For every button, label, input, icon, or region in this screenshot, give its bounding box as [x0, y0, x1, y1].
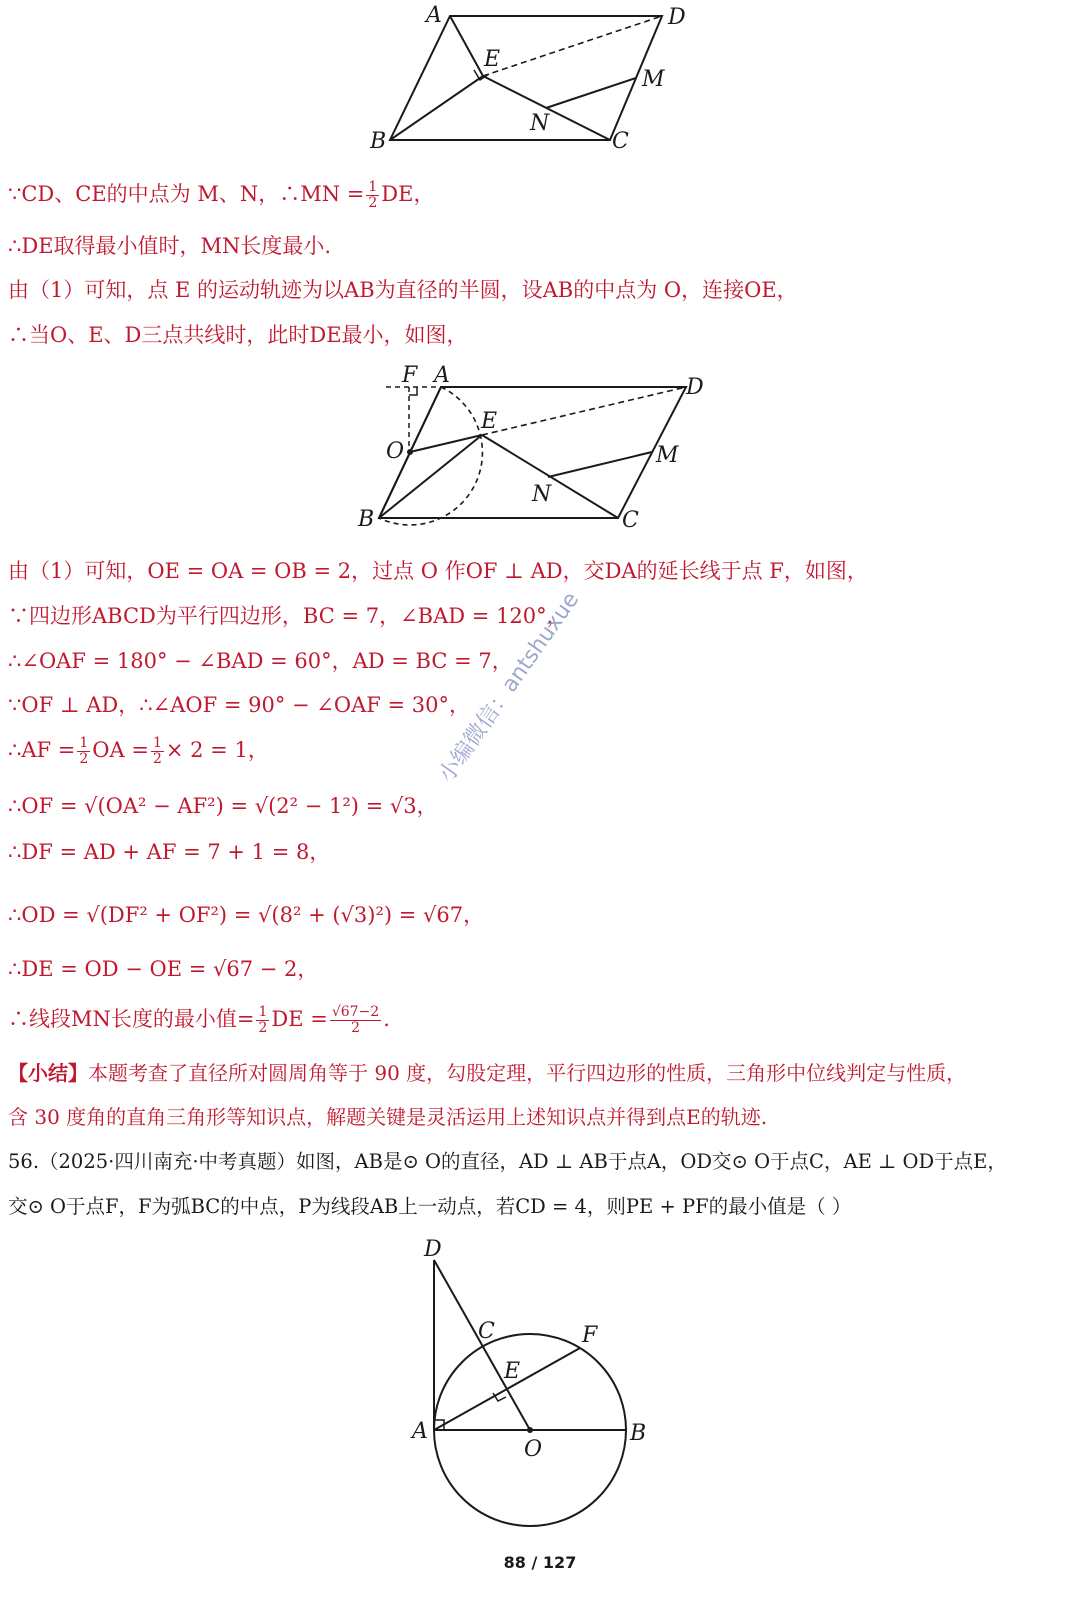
line-4: ∴当O、E、D三点共线时，此时DE最小，如图， — [8, 323, 468, 347]
frac-den: 2 — [79, 751, 89, 767]
line-13: ∴DE = OD − OE = √67 − 2， — [8, 957, 319, 981]
figure-parallelogram-1 — [370, 0, 690, 158]
label-N: N — [530, 111, 550, 136]
label-B: B — [358, 507, 375, 532]
fraction-14b — [330, 1005, 381, 1036]
label-A: A — [426, 3, 442, 28]
label-M: M — [642, 67, 665, 92]
line-11: ∴DF = AD + AF = 7 + 1 = 8， — [8, 840, 331, 864]
text-9c: × 2 = 1， — [165, 738, 269, 762]
label-N: N — [532, 482, 552, 507]
line-10: ∴OF = √(OA² − AF²) = √(2² − 1²) = √3， — [8, 794, 438, 818]
label-F: F — [402, 363, 418, 388]
line-5: 由（1）可知，OE = OA = OB = 2，过点 O 作OF ⊥ AD，交DA的延长线于点 F，如图， — [8, 559, 868, 583]
text-1a: ∵CD、CE的中点为 M、N，∴MN = — [8, 182, 365, 206]
text-14b: DE = — [271, 1007, 328, 1031]
text-1b: DE， — [381, 182, 435, 206]
label-C: C — [612, 129, 629, 154]
line-6: ∵四边形ABCD为平行四边形，BC = 7，∠BAD = 120°， — [8, 604, 568, 628]
line-12: ∴OD = √(DF² + OF²) = √(8² + (√3)²) = √67， — [8, 903, 485, 927]
label-E: E — [504, 1359, 521, 1384]
question-56-line-2: 交⊙ O于点F，F为弧BC的中点，P为线段AB上一动点，若CD = 4，则PE + PF的最小值是（ ） — [8, 1195, 852, 1218]
line-9 — [8, 734, 269, 767]
frac-den: 2 — [258, 1020, 268, 1036]
line-3: 由（1）可知，点 E 的运动轨迹为以AB为直径的半圆，设AB的中点为 O，连接OE， — [8, 278, 798, 302]
label-A: A — [434, 363, 450, 388]
label-C: C — [478, 1319, 495, 1344]
text-9b: OA = — [92, 738, 149, 762]
label-B: B — [630, 1421, 647, 1446]
label-M: M — [656, 443, 679, 468]
label-O: O — [386, 439, 405, 464]
line-2: ∴DE取得最小值时，MN长度最小. — [8, 234, 332, 258]
label-C: C — [622, 508, 639, 533]
line-1 — [8, 178, 434, 211]
label-E: E — [481, 409, 498, 434]
frac-num: 1 — [368, 179, 378, 195]
frac-den: 2 — [152, 751, 162, 767]
label-E: E — [484, 47, 501, 72]
frac-den: 2 — [368, 195, 378, 211]
line-8: ∵OF ⊥ AD，∴∠AOF = 90° − ∠OAF = 30°， — [8, 693, 470, 717]
fraction-9b — [151, 736, 164, 767]
line-7: ∴∠OAF = 180° − ∠BAD = 60°，AD = BC = 7， — [8, 649, 513, 673]
page-number: 88 / 127 — [503, 1553, 577, 1572]
label-A: A — [412, 1419, 428, 1444]
summary-text-1: 本题考查了直径所对圆周角等于 90 度，勾股定理，平行四边形的性质，三角形中位线判定与性质， — [88, 1061, 967, 1085]
frac-num: √67−2 — [331, 1004, 380, 1020]
label-F: F — [582, 1323, 598, 1348]
label-D: D — [686, 375, 704, 400]
summary-line-2: 含 30 度角的直角三角形等知识点，解题关键是灵活运用上述知识点并得到点E的轨迹. — [8, 1105, 768, 1129]
frac-num: 1 — [79, 735, 89, 751]
summary-tag: 【小结】 — [8, 1061, 88, 1085]
text-14a: ∴线段MN长度的最小值= — [8, 1007, 255, 1031]
label-O: O — [524, 1437, 543, 1462]
label-D: D — [424, 1237, 442, 1262]
frac-num: 1 — [152, 735, 162, 751]
fraction-14a — [256, 1005, 269, 1036]
text-14c: . — [383, 1007, 390, 1031]
frac-num: 1 — [258, 1004, 268, 1020]
label-B: B — [370, 129, 387, 154]
fraction-1 — [366, 180, 379, 211]
figure-parallelogram-2 — [356, 360, 706, 538]
label-D: D — [668, 5, 686, 30]
frac-den: 2 — [351, 1020, 360, 1036]
line-14 — [8, 1003, 390, 1036]
fraction-9a — [77, 736, 90, 767]
figure-circle — [400, 1230, 660, 1530]
text-9a: ∴AF = — [8, 738, 76, 762]
watermark: 小编微信：antshuxue — [434, 587, 585, 788]
question-56-line-1: 56.（2025·四川南充·中考真题）如图，AB是⊙ O的直径，AD ⊥ AB于点A，OD交⊙ O于点C，AE ⊥ OD于点E， — [8, 1150, 1007, 1173]
summary-line-1 — [8, 1057, 966, 1086]
